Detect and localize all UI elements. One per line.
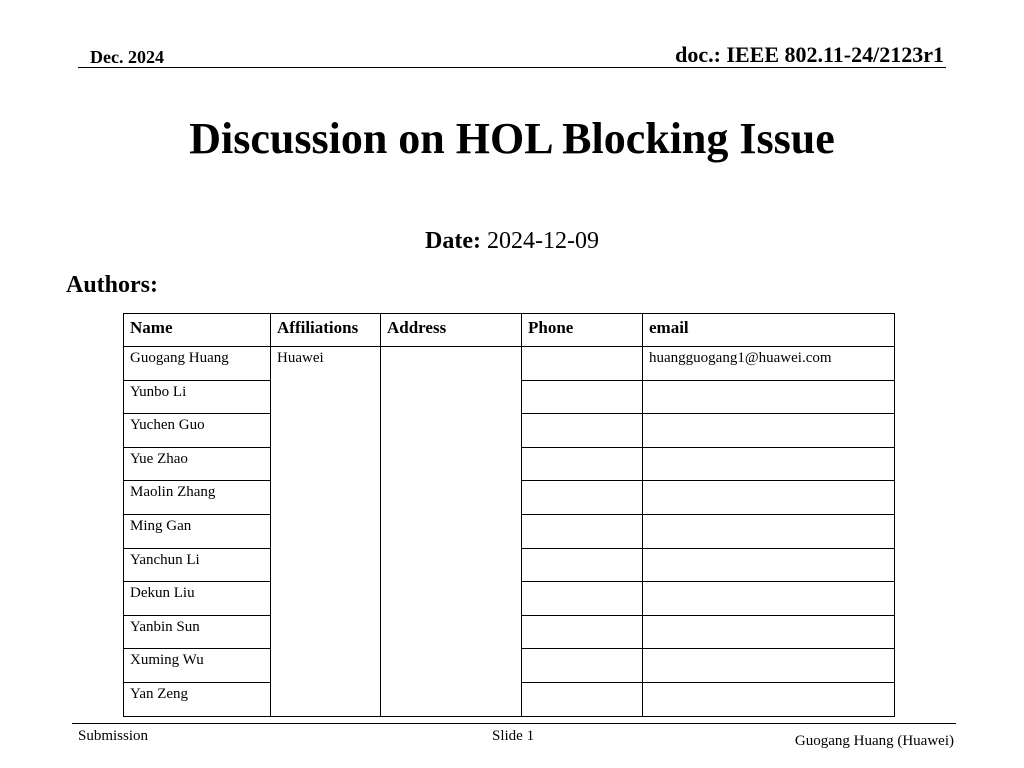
authors-label: Authors: (66, 272, 159, 298)
column-header-affiliations: Affiliations (271, 314, 381, 347)
date-line (0, 228, 1024, 255)
table-row (124, 347, 895, 381)
column-header-phone: Phone (522, 314, 643, 347)
author-name: Dekun Liu (124, 582, 271, 616)
author-email (643, 582, 895, 616)
header-doc-id: doc.: IEEE 802.11-24/2123r1 (675, 42, 944, 67)
table-header-row (124, 314, 895, 347)
author-name: Yan Zeng (124, 682, 271, 716)
author-name: Yanchun Li (124, 548, 271, 582)
author-affiliation: Huawei (271, 347, 381, 717)
footer-slide-number: Slide 1 (492, 728, 535, 744)
date-value: 2024-12-09 (486, 228, 599, 254)
authors-table (123, 313, 895, 717)
author-phone (522, 380, 643, 414)
author-phone (522, 481, 643, 515)
slide-title: Discussion on HOL Blocking Issue (189, 114, 835, 163)
author-email (643, 682, 895, 716)
author-phone (522, 414, 643, 448)
footer-divider (72, 723, 956, 724)
column-header-address: Address (381, 314, 522, 347)
date-label: Date: (425, 228, 481, 254)
author-phone (522, 548, 643, 582)
author-email (643, 380, 895, 414)
column-header-email: email (643, 314, 895, 347)
author-email (643, 649, 895, 683)
author-email (643, 414, 895, 448)
author-phone (522, 582, 643, 616)
author-name: Yue Zhao (124, 447, 271, 481)
footer-author: Guogang Huang (Huawei) (794, 733, 954, 749)
author-name: Yuchen Guo (124, 414, 271, 448)
author-phone (522, 615, 643, 649)
author-address (381, 347, 522, 717)
column-header-name: Name (124, 314, 271, 347)
author-email (643, 615, 895, 649)
author-phone (522, 682, 643, 716)
author-email (643, 481, 895, 515)
author-email: huangguogang1@huawei.com (643, 347, 895, 381)
author-name: Yunbo Li (124, 380, 271, 414)
author-name: Xuming Wu (124, 649, 271, 683)
author-phone (522, 649, 643, 683)
author-name: Maolin Zhang (124, 481, 271, 515)
author-email (643, 447, 895, 481)
header-date: Dec. 2024 (90, 47, 164, 67)
author-name: Guogang Huang (124, 347, 271, 381)
author-phone (522, 447, 643, 481)
author-email (643, 548, 895, 582)
author-name: Yanbin Sun (124, 615, 271, 649)
header-divider (78, 67, 946, 68)
author-email (643, 514, 895, 548)
author-phone (522, 347, 643, 381)
author-phone (522, 514, 643, 548)
footer-submission: Submission (78, 728, 149, 744)
author-name: Ming Gan (124, 514, 271, 548)
